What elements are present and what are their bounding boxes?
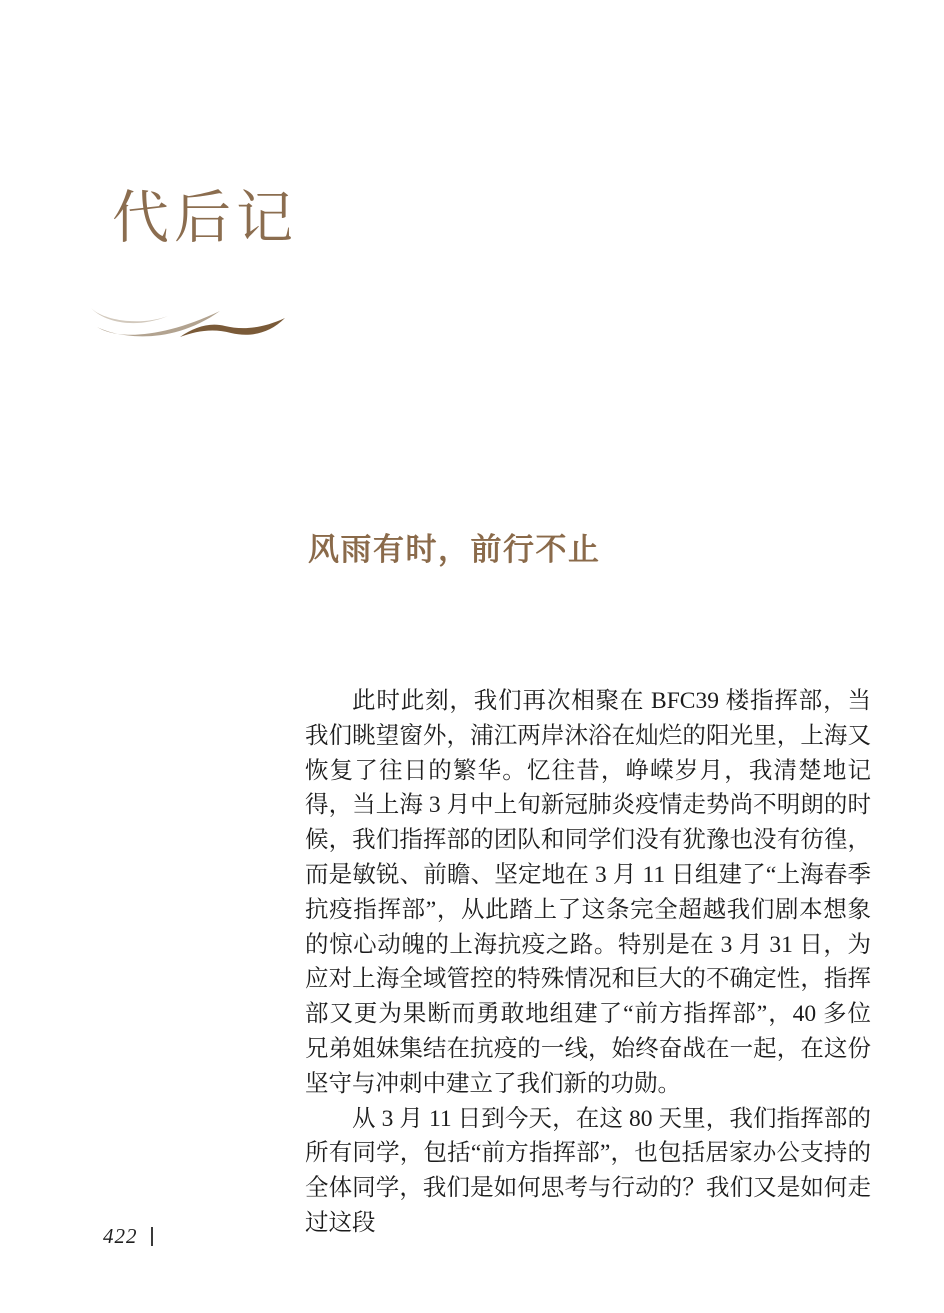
page-footer — [103, 1224, 153, 1249]
chapter-title: 代后记 — [112, 187, 298, 250]
paragraph-2: 从 3 月 11 日到今天，在这 80 天里，我们指挥部的所有同学，包括“前方指挥部”，也包括居家办公支持的全体同学，我们是如何思考与行动的？我们又是如何走过这段 — [305, 1105, 871, 1236]
wave-ornament-icon — [89, 299, 291, 347]
wave-stroke-medium — [97, 311, 220, 336]
wave-stroke-light — [91, 308, 168, 323]
page-number: 422 — [103, 1224, 138, 1248]
wave-stroke-dark — [180, 318, 285, 337]
paragraph-1: 此时此刻，我们再次相聚在 BFC39 楼指挥部，当我们眺望窗外，浦江两岸沐浴在灿烂的阳光里，上海又恢复了往日的繁华。忆往昔，峥嵘岁月，我清楚地记得，当上海 3 月中上旬新冠肺炎疫情走势尚不明朗的时候，我们指挥部的团队和同学们没有犹豫也没有彷徨，而是敏锐、前瞻、坚定地在 3 月 11 日组建了“上海春季抗疫指挥部”，从此踏上了这条完全超越我们剧本想象的惊心动魄的上海抗疫之路。特别是在 3 月 31 日，为应对上海全域管控的特殊情况和巨大的不确定性，指挥部又更为果断而勇敢地组建了“前方指挥部”，40 多位兄弟姐妹集结在抗疫的一线，始终奋战在一起，在这份坚守与冲刺中建立了我们新的功勋。 — [305, 688, 871, 1097]
section-heading: 风雨有时，前行不止 — [308, 532, 601, 567]
footer-divider — [151, 1227, 153, 1246]
body-text — [305, 684, 871, 1241]
